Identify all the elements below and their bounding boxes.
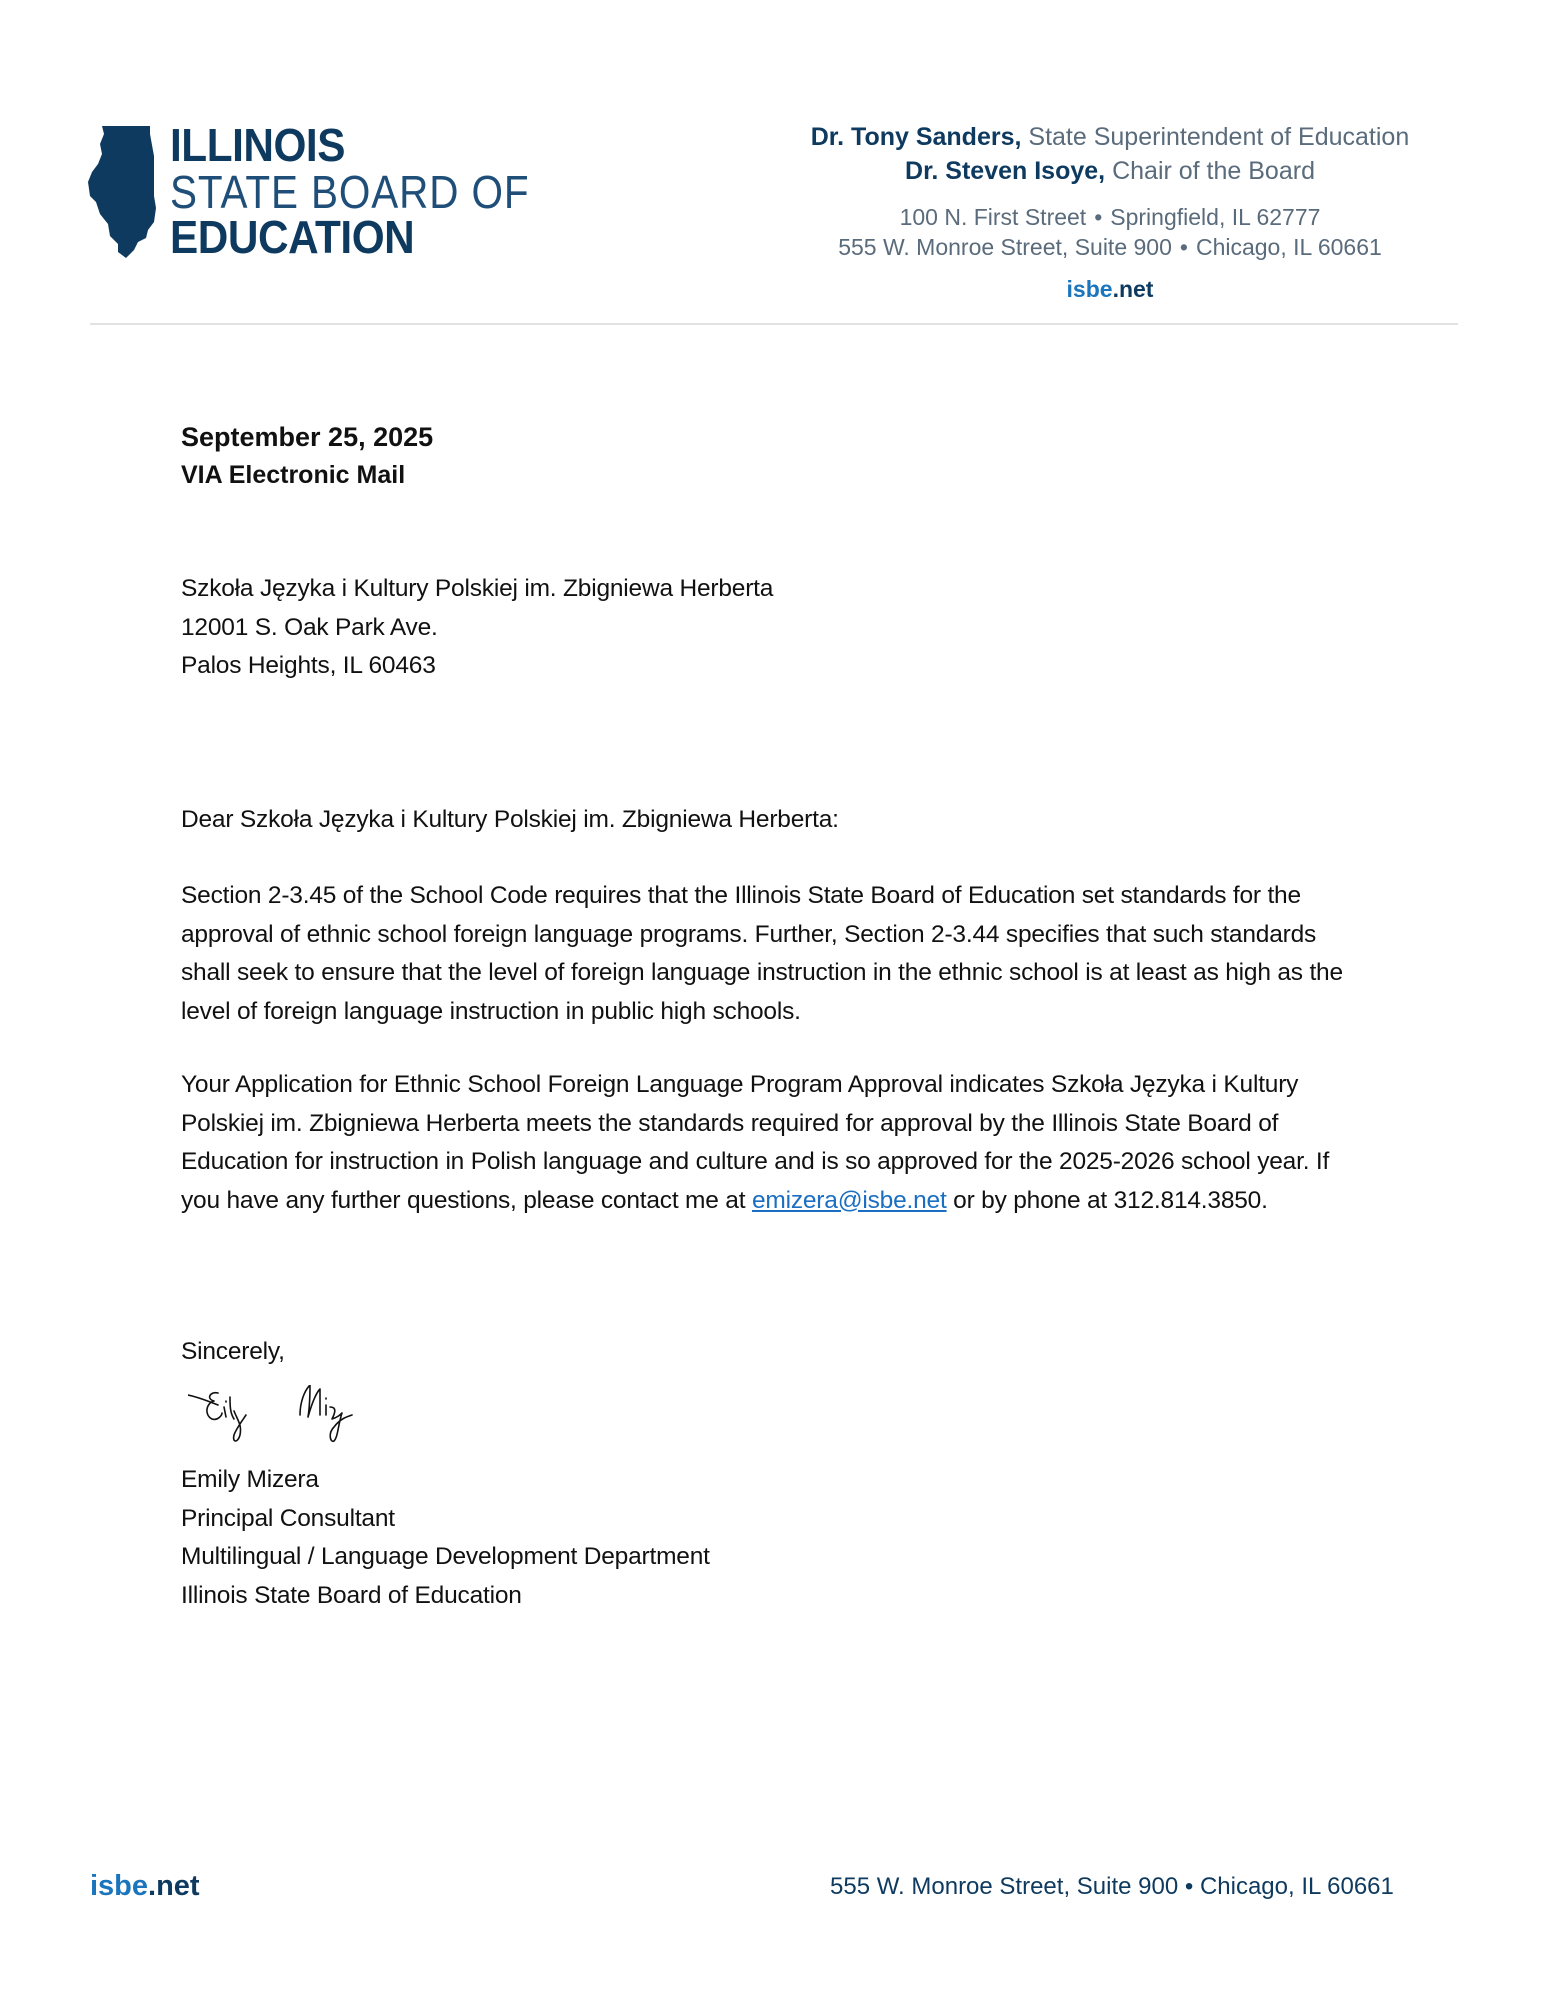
header-divider [90, 323, 1458, 325]
recipient-name: Szkoła Języka i Kultury Polskiej im. Zbigniewa Herberta [181, 575, 774, 602]
illinois-state-outline-icon [88, 126, 160, 258]
official-chair: Dr. Steven Isoye, Chair of the Board [905, 157, 1315, 185]
paragraph-standards: Section 2-3.45 of the School Code requires that the Illinois State Board of Education set standards for the approval of ethnic school foreign language programs. Further, Section 2-3.44 specifies that such standards shall seek to ensure that the level of foreign language instruction in the ethnic school is at least as high as the level of foreign language instruction in public high schools. [181, 882, 1343, 1025]
email-link[interactable]: emizera@isbe.net [751, 1186, 947, 1214]
salutation: Dear Szkoła Języka i Kultury Polskiej im. Zbigniewa Herberta: [181, 806, 839, 833]
signer-title: Principal Consultant [181, 1504, 395, 1532]
signer-block [181, 1461, 1381, 1615]
recipient-address [181, 570, 1381, 686]
logo-line-education: EDUCATION [170, 211, 415, 263]
letterhead-contact [780, 120, 1440, 303]
signer-name: Emily Mizera [181, 1466, 319, 1493]
paragraph-approval: Your Application for Ethnic School Foreign Language Program Approval indicates Szkoła Języka i Kultury Polskiej im. Zbigniewa Herberta meets the standards required for approval by the Illinois State Board of Education for instruction in Polish language and culture and is so approved for the 2025-2026 school year. If you have any further questions, please contact me at emizera@isbe.net or by phone at 312.814.3850. [181, 1071, 1330, 1214]
recipient-city: Palos Heights, IL 60463 [181, 652, 436, 679]
footer-address: 555 W. Monroe Street, Suite 900 • Chicago, IL 60661 [830, 1873, 1394, 1900]
handwritten-signature [188, 1385, 388, 1457]
closing: Sincerely, [181, 1338, 285, 1365]
letter-date: September 25, 2025 [181, 422, 434, 452]
official-superintendent: Dr. Tony Sanders, State Superintendent of Education [810, 123, 1410, 151]
signer-organization: Illinois State Board of Education [181, 1581, 522, 1609]
bullet-separator: • [1179, 234, 1188, 260]
logo-line-illinois: ILLINOIS [170, 119, 346, 171]
recipient-street: 12001 S. Oak Park Ave. [181, 613, 438, 641]
address-chicago: 555 W. Monroe Street, Suite 900 • Chicago, IL 60661 [838, 234, 1382, 260]
isbe-logo [88, 119, 568, 263]
header-website-link[interactable]: isbe.net [1066, 276, 1154, 302]
bullet-separator: • [1094, 204, 1103, 230]
delivery-method: VIA Electronic Mail [181, 461, 406, 489]
address-springfield: 100 N. First Street • Springfield, IL 62777 [899, 204, 1321, 230]
logo-line-state-board: STATE BOARD OF [170, 166, 530, 218]
footer-website-link[interactable]: isbe.net [90, 1870, 200, 1902]
signer-department: Multilingual / Language Development Department [181, 1543, 710, 1570]
